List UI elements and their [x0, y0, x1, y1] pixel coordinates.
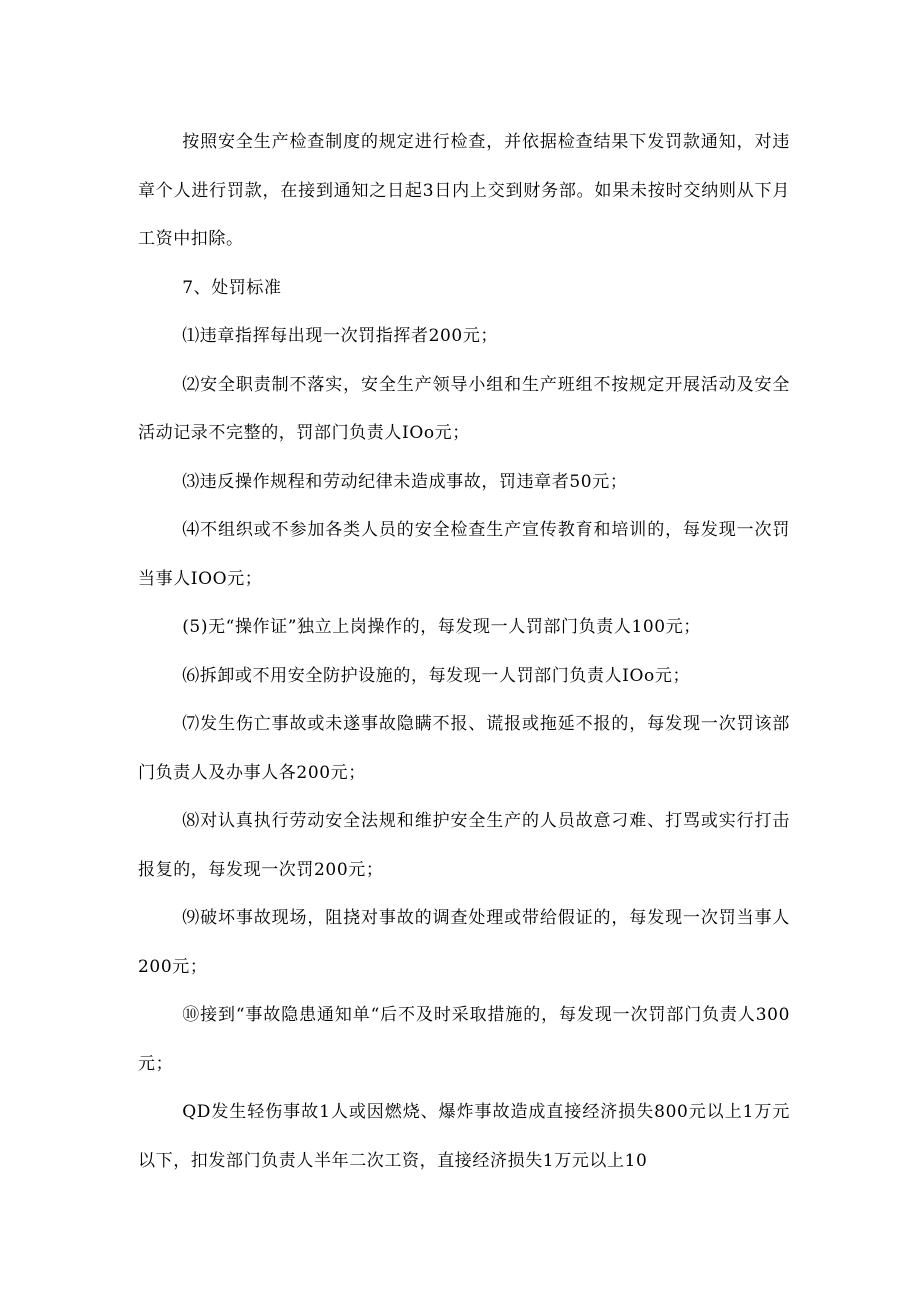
penalty-item-4: ⑷不组织或不参加各类人员的安全检查生产宣传教育和培训的，每发现一次罚当事人IOO元； [138, 520, 790, 589]
penalty-item-8: ⑻对认真执行劳动安全法规和维护安全生产的人员故意刁难、打骂或实行打击报复的，每发现一次罚200元； [138, 811, 790, 880]
penalty-item-11: QD发生轻伤事故1人或因燃烧、爆炸事故造成直接经济损失800元以上1万元以下，扣发部门负责人半年二次工资，直接经济损失1万元以上10 [138, 1102, 790, 1171]
penalty-item-10: ⑩接到“事故隐患通知单“后不及时采取措施的，每发现一次罚部门负责人300元； [138, 1005, 790, 1074]
penalty-item-6: ⑹拆卸或不用安全防护设施的，每发现一人罚部门负责人IOo元； [182, 665, 691, 686]
penalty-item-1: ⑴违章指挥每出现一次罚指挥者200元； [182, 326, 499, 346]
paragraph-inspection-procedure: 按照安全生产检查制度的规定进行检查，并依据检查结果下发罚款通知，对违章个人进行罚款，在接到通知之日起3日内上交到财务部。如果未按时交纳则从下月工资中扣除。 [138, 132, 790, 249]
penalty-item-5: (5)无“操作证”独立上岗操作的，每发现一人罚部门负责人100元； [182, 617, 701, 637]
penalty-item-9: ⑼破坏事故现场，阻挠对事故的调查处理或带给假证的，每发现一次罚当事人200元； [138, 908, 790, 977]
penalty-item-7: ⑺发生伤亡事故或未遂事故隐瞒不报、谎报或拖延不报的，每发现一次罚该部门负责人及办事人各200元； [138, 714, 790, 783]
penalty-item-3: ⑶违反操作规程和劳动纪律未造成事故，罚违章者50元； [182, 471, 628, 492]
document-body [138, 118, 790, 1185]
section-heading-penalty-standards: 7、处罚标准 [182, 277, 282, 298]
penalty-item-2: ⑵安全职责制不落实，安全生产领导小组和生产班组不按规定开展活动及安全活动记录不完整的，罚部门负责人IOo元； [138, 374, 790, 443]
